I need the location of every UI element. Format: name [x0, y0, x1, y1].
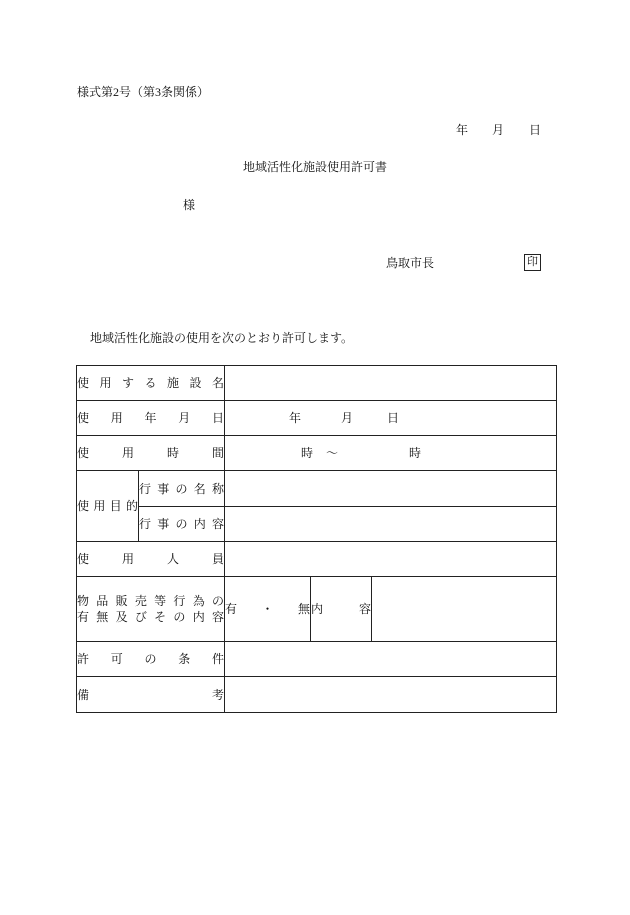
table-row	[77, 507, 557, 542]
use-date-label	[77, 412, 224, 424]
table-row	[77, 401, 557, 436]
label-character: 許	[77, 652, 90, 666]
date-header-year: 年	[456, 123, 469, 137]
label-character: 月	[178, 411, 191, 425]
label-character: 容	[359, 602, 372, 616]
label-character: 使	[77, 376, 90, 390]
label-character: 有	[77, 610, 90, 624]
label-character: ・	[261, 602, 274, 616]
label-character: 使	[77, 552, 90, 566]
label-character: 販	[115, 594, 128, 608]
date-header-month: 月	[492, 123, 505, 137]
event-content-label	[139, 518, 224, 530]
table-row	[77, 677, 557, 713]
label-character: 内	[192, 610, 205, 624]
label-character: 無	[297, 602, 310, 616]
label-character: 使	[77, 446, 90, 460]
seal-stamp	[524, 254, 541, 271]
label-character: 内	[311, 602, 324, 616]
label-character: 備	[77, 687, 90, 702]
label-character: 及	[115, 610, 128, 624]
sales-choice-cell	[225, 577, 311, 642]
label-character: 時	[167, 446, 180, 460]
label-character: 容	[212, 517, 225, 531]
use-time-end: 時	[409, 446, 422, 460]
facility-name-label	[77, 377, 224, 389]
label-character: の	[144, 652, 157, 666]
form-number: 様式第2号（第3条関係）	[77, 85, 210, 99]
document-title: 地域活性化施設使用許可書	[242, 160, 387, 174]
label-character: 使	[77, 499, 90, 513]
label-character: の	[175, 517, 188, 531]
label-character: 考	[212, 687, 225, 702]
label-character: 等	[154, 594, 167, 608]
label-character: 為	[192, 594, 205, 608]
purpose-label	[77, 500, 138, 512]
sales-content-value-cell	[372, 577, 557, 642]
use-date-year: 年	[289, 411, 302, 425]
permit-table	[76, 365, 557, 713]
attendees-value-cell	[225, 542, 557, 577]
sales-content-label-cell	[311, 577, 372, 642]
table-row	[77, 436, 557, 471]
label-character: 的	[125, 499, 138, 513]
sales-choice	[225, 603, 310, 615]
label-character: 用	[93, 499, 106, 513]
use-date-value-cell	[225, 401, 557, 436]
use-time-label	[77, 447, 224, 459]
table-row	[77, 577, 557, 642]
table-row	[77, 366, 557, 401]
label-character: 事	[157, 481, 170, 496]
sales-content-label	[311, 603, 371, 615]
event-content-label-cell	[139, 507, 225, 542]
label-character: る	[144, 376, 157, 390]
label-character: 設	[189, 376, 202, 390]
addressee-suffix: 様	[183, 198, 196, 212]
label-character: 用	[122, 552, 135, 566]
label-character: 用	[110, 411, 123, 425]
table-row	[77, 642, 557, 677]
facility-name-label-cell	[77, 366, 225, 401]
use-date-day: 日	[387, 411, 400, 425]
event-name-value-cell	[225, 471, 557, 507]
label-character: 間	[212, 446, 225, 460]
label-character: 用	[122, 446, 135, 460]
use-date-month: 月	[341, 411, 354, 425]
use-time-label-cell	[77, 436, 225, 471]
label-character: 名	[212, 376, 225, 390]
label-character: 用	[99, 376, 112, 390]
table-row	[77, 471, 557, 507]
date-header-day: 日	[529, 123, 542, 137]
remarks-value-cell	[225, 677, 557, 713]
event-name-label-cell	[139, 471, 225, 507]
label-character: 目	[109, 499, 122, 513]
label-character: 行	[173, 594, 186, 608]
label-character: の	[173, 610, 186, 624]
label-character: 年	[144, 411, 157, 425]
label-character: 名	[193, 481, 206, 496]
label-character: 事	[157, 517, 170, 531]
label-character: 行	[139, 517, 152, 531]
label-character: の	[211, 594, 224, 608]
remarks-label	[77, 689, 224, 701]
label-character: び	[134, 610, 147, 624]
label-character: 売	[134, 594, 147, 608]
purpose-label-cell	[77, 471, 139, 542]
label-character: 員	[212, 552, 225, 566]
label-character: 使	[77, 411, 90, 425]
conditions-value-cell	[225, 642, 557, 677]
label-character: 件	[212, 652, 225, 666]
seal-label: 印	[527, 256, 538, 268]
sales-label-cell	[77, 577, 225, 642]
label-character: 人	[167, 552, 180, 566]
conditions-label-cell	[77, 642, 225, 677]
use-time-separator: 〜	[326, 446, 339, 460]
use-date-label-cell	[77, 401, 225, 436]
label-character: 物	[77, 594, 90, 608]
label-character: 無	[96, 610, 109, 624]
facility-name-value-cell	[225, 366, 557, 401]
label-character: 日	[212, 411, 225, 425]
label-character: 行	[139, 481, 152, 496]
use-time-value-cell	[225, 436, 557, 471]
sales-label-line1	[77, 595, 224, 607]
label-character: 有	[225, 602, 238, 616]
label-character: す	[122, 376, 135, 390]
sales-label-line2	[77, 611, 224, 623]
label-character: 条	[178, 652, 191, 666]
label-character: 施	[167, 376, 180, 390]
table-row	[77, 542, 557, 577]
event-content-value-cell	[225, 507, 557, 542]
conditions-label	[77, 653, 224, 665]
attendees-label-cell	[77, 542, 225, 577]
label-character: 可	[110, 652, 123, 666]
label-character: 内	[193, 517, 206, 531]
event-name-label	[139, 483, 224, 495]
remarks-label-cell	[77, 677, 225, 713]
intro-text: 地域活性化施設の使用を次のとおり許可します。	[90, 331, 354, 345]
label-character: 称	[212, 481, 225, 496]
use-time-start: 時	[301, 446, 314, 460]
issuer-name: 鳥取市長	[386, 256, 435, 270]
label-character: 容	[211, 610, 224, 624]
label-character: の	[175, 481, 188, 496]
attendees-label	[77, 553, 224, 565]
label-character: 品	[96, 594, 109, 608]
label-character: そ	[154, 610, 167, 624]
